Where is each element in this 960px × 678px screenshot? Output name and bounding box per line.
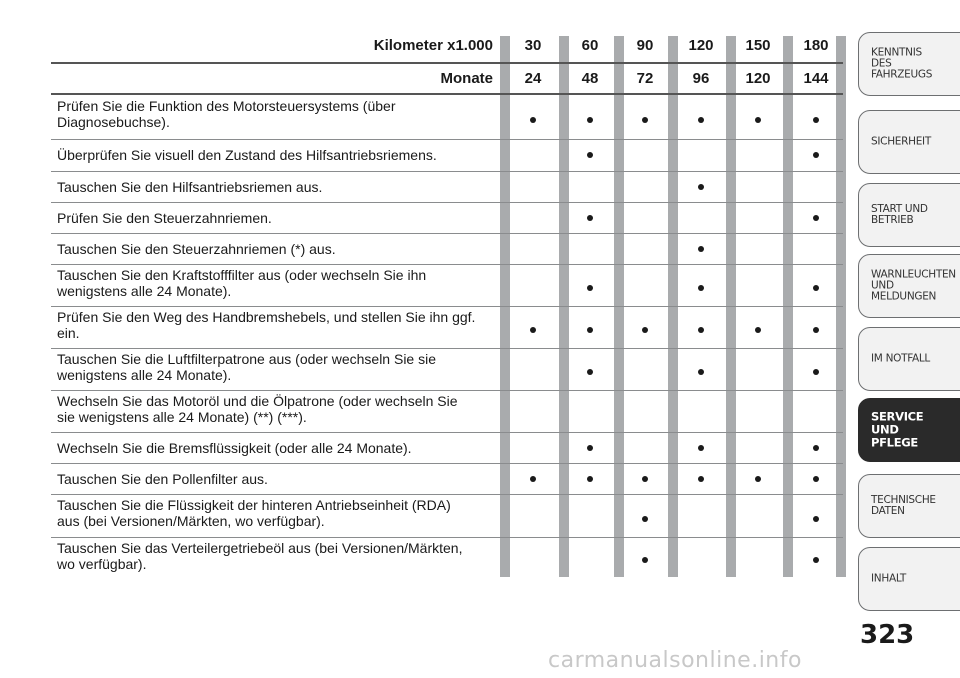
table-row [51, 390, 843, 432]
service-mark-dot [587, 445, 593, 451]
section-tab[interactable] [858, 32, 960, 96]
service-mark-dot [587, 369, 593, 375]
service-mark-dot [587, 117, 593, 123]
section-tab-label: INHALT [871, 572, 907, 585]
service-mark-dot [813, 327, 819, 333]
section-tab[interactable] [858, 327, 960, 391]
service-mark-dot [755, 327, 761, 333]
row-description: Wechseln Sie das Motoröl und die Ölpatrone (oder wechseln Sie sie wenigstens alle 24 Monate) (**) (***). [57, 393, 458, 425]
service-mark-dot [813, 285, 819, 291]
service-mark-dot [530, 476, 536, 482]
section-tab-label: SICHERHEIT [871, 135, 931, 148]
km-header-cell: 30 [524, 37, 542, 54]
service-mark-dot [698, 184, 704, 190]
month-header-cell: 144 [803, 70, 829, 87]
service-mark-dot [698, 246, 704, 252]
service-mark-dot [587, 327, 593, 333]
row-description: Tauschen Sie den Hilfsantriebsriemen aus. [57, 178, 323, 195]
section-tab[interactable] [858, 474, 960, 538]
section-tab-label: SERVICE UND PFLEGE [871, 409, 924, 450]
table-row [51, 432, 843, 463]
km-header-cell: 120 [688, 37, 714, 54]
service-mark-dot [587, 285, 593, 291]
service-mark-dot [755, 476, 761, 482]
section-tab-label: KENNTNIS DES FAHRZEUGS [871, 46, 933, 81]
service-mark-dot [530, 117, 536, 123]
service-mark-dot [813, 369, 819, 375]
table-row [51, 264, 843, 306]
service-mark-dot [755, 117, 761, 123]
service-mark-dot [813, 152, 819, 158]
section-tab[interactable] [858, 547, 960, 611]
service-mark-dot [698, 117, 704, 123]
months-header-label: Monate [440, 70, 493, 87]
row-description: Tauschen Sie den Pollenfilter aus. [57, 470, 268, 487]
row-description: Prüfen Sie den Steuerzahnriemen. [57, 209, 272, 226]
header-divider [51, 62, 843, 64]
section-tab[interactable] [858, 398, 960, 462]
section-tab-label: TECHNISCHE DATEN [871, 494, 936, 517]
row-description: Prüfen Sie die Funktion des Motorsteuersystems (über Diagnosebuchse). [57, 98, 396, 130]
row-description: Tauschen Sie das Verteilergetriebeöl aus (bei Versionen/Märkten, wo verfügbar). [57, 540, 463, 572]
row-description: Tauschen Sie die Luftfilterpatrone aus (oder wechseln Sie sie wenigstens alle 24 Monate). [57, 351, 436, 383]
page-number: 323 [860, 620, 915, 650]
row-description: Wechseln Sie die Bremsflüssigkeit (oder alle 24 Monate). [57, 439, 412, 456]
table-row [51, 202, 843, 233]
service-mark-dot [813, 516, 819, 522]
section-tab[interactable] [858, 110, 960, 174]
month-header-cell: 96 [692, 70, 710, 87]
section-tab[interactable] [858, 183, 960, 247]
service-mark-dot [698, 476, 704, 482]
service-mark-dot [642, 516, 648, 522]
km-header-cell: 90 [636, 37, 654, 54]
service-mark-dot [642, 117, 648, 123]
section-tab-label: IM NOTFALL [871, 352, 930, 365]
service-mark-dot [813, 215, 819, 221]
row-description: Tauschen Sie den Steuerzahnriemen (*) aus. [57, 240, 336, 257]
service-mark-dot [642, 557, 648, 563]
row-description: Tauschen Sie die Flüssigkeit der hinteren Antriebseinheit (RDA) aus (bei Versionen/Märkten, wo verfügbar). [57, 497, 451, 529]
row-description: Prüfen Sie den Weg des Handbremshebels, und stellen Sie ihn ggf. ein. [57, 309, 476, 341]
service-mark-dot [642, 327, 648, 333]
section-tab[interactable] [858, 254, 960, 318]
section-tab-label: START UND BETRIEB [871, 203, 928, 226]
service-mark-dot [698, 285, 704, 291]
service-mark-dot [813, 445, 819, 451]
table-row [51, 139, 843, 171]
service-mark-dot [530, 327, 536, 333]
section-tab-label: WARNLEUCHTEN UND MELDUNGEN [871, 268, 956, 303]
month-header-cell: 120 [745, 70, 771, 87]
service-mark-dot [587, 476, 593, 482]
km-header-cell: 150 [745, 37, 771, 54]
service-mark-dot [698, 327, 704, 333]
service-mark-dot [813, 557, 819, 563]
service-mark-dot [698, 445, 704, 451]
watermark: carmanualsonline.info [548, 648, 802, 673]
table-row [51, 306, 843, 348]
row-description: Tauschen Sie den Kraftstofffilter aus (oder wechseln Sie ihn wenigstens alle 24 Monate). [57, 267, 427, 299]
km-header-cell: 180 [803, 37, 829, 54]
table-row [51, 171, 843, 202]
km-header-cell: 60 [581, 37, 599, 54]
service-mark-dot [813, 476, 819, 482]
table-row [51, 494, 843, 537]
table-row [51, 95, 843, 139]
table-row [51, 233, 843, 264]
month-header-cell: 72 [636, 70, 654, 87]
service-mark-dot [642, 476, 648, 482]
service-mark-dot [813, 117, 819, 123]
table-row [51, 537, 843, 577]
km-header-label: Kilometer x1.000 [373, 37, 493, 54]
table-row [51, 348, 843, 390]
service-mark-dot [587, 152, 593, 158]
row-description: Überprüfen Sie visuell den Zustand des Hilfsantriebsriemens. [57, 147, 437, 163]
month-header-cell: 24 [524, 70, 542, 87]
table-row [51, 463, 843, 494]
service-mark-dot [698, 369, 704, 375]
month-header-cell: 48 [581, 70, 599, 87]
service-mark-dot [587, 215, 593, 221]
